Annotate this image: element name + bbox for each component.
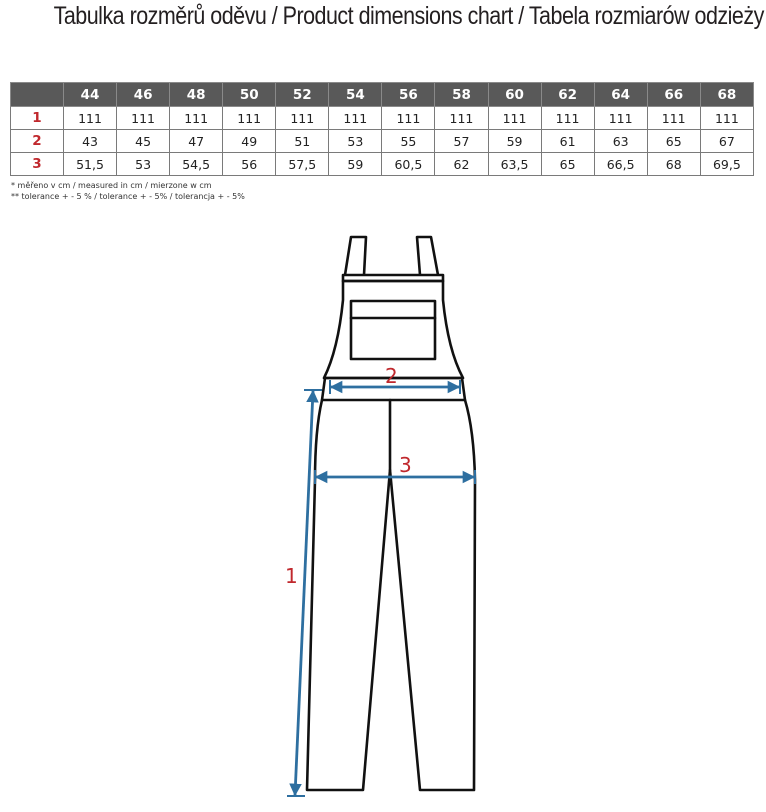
size-header-cell: 52 — [276, 83, 329, 107]
table-cell: 59 — [488, 130, 541, 153]
table-cell: 51 — [276, 130, 329, 153]
table-cell: 111 — [329, 107, 382, 130]
table-cell: 111 — [541, 107, 594, 130]
row-label: 3 — [11, 153, 64, 176]
table-cell: 55 — [382, 130, 435, 153]
table-cell: 59 — [329, 153, 382, 176]
table-cell: 68 — [647, 153, 700, 176]
table-cell: 111 — [170, 107, 223, 130]
row-label: 2 — [11, 130, 64, 153]
table-cell: 111 — [382, 107, 435, 130]
length-measure-line — [295, 391, 313, 795]
table-cell: 61 — [541, 130, 594, 153]
table-cell: 53 — [117, 153, 170, 176]
size-header-cell: 48 — [170, 83, 223, 107]
table-cell: 47 — [170, 130, 223, 153]
table-cell: 45 — [117, 130, 170, 153]
size-header-cell: 50 — [223, 83, 276, 107]
table-cell: 111 — [64, 107, 117, 130]
size-header-cell: 66 — [647, 83, 700, 107]
table-cell: 51,5 — [64, 153, 117, 176]
table-cell: 111 — [700, 107, 753, 130]
table-cell: 67 — [700, 130, 753, 153]
size-header-cell: 44 — [64, 83, 117, 107]
size-header-cell: 54 — [329, 83, 382, 107]
table-cell: 111 — [594, 107, 647, 130]
table-cell: 53 — [329, 130, 382, 153]
table-cell: 49 — [223, 130, 276, 153]
table-cell: 111 — [117, 107, 170, 130]
size-header-cell: 60 — [488, 83, 541, 107]
table-cell: 111 — [488, 107, 541, 130]
table-cell: 54,5 — [170, 153, 223, 176]
size-header-cell: 62 — [541, 83, 594, 107]
table-cell: 63,5 — [488, 153, 541, 176]
table-cell: 69,5 — [700, 153, 753, 176]
row-label: 1 — [11, 107, 64, 130]
hip-label: 3 — [399, 453, 412, 477]
table-cell: 60,5 — [382, 153, 435, 176]
overall-outline — [307, 237, 475, 790]
table-cell: 63 — [594, 130, 647, 153]
right-strap — [417, 237, 438, 275]
note-units: * měřeno v cm / measured in cm / mierzone w cm — [11, 181, 212, 190]
page-title: Tabulka rozměrů oděvu / Product dimensions chart / Tabela rozmiarów odzieży — [53, 2, 764, 30]
table-cell: 56 — [223, 153, 276, 176]
table-cell: 65 — [647, 130, 700, 153]
table-cell: 57 — [435, 130, 488, 153]
table-cell: 62 — [435, 153, 488, 176]
left-strap — [345, 237, 366, 275]
table-cell: 111 — [647, 107, 700, 130]
table-cell: 111 — [276, 107, 329, 130]
chest-pocket — [351, 301, 435, 359]
table-cell: 111 — [435, 107, 488, 130]
size-header-cell: 58 — [435, 83, 488, 107]
table-cell: 66,5 — [594, 153, 647, 176]
waist-label: 2 — [385, 364, 398, 388]
measurement-lines — [295, 387, 474, 795]
note-tolerance: ** tolerance + - 5 % / tolerance + - 5% / tolerancja + - 5% — [11, 192, 245, 201]
size-header-cell: 68 — [700, 83, 753, 107]
table-cell: 111 — [223, 107, 276, 130]
size-header-cell: 46 — [117, 83, 170, 107]
length-label: 1 — [285, 564, 298, 588]
table-cell: 65 — [541, 153, 594, 176]
size-header-cell: 64 — [594, 83, 647, 107]
size-header-cell: 56 — [382, 83, 435, 107]
table-cell: 43 — [64, 130, 117, 153]
table-cell: 57,5 — [276, 153, 329, 176]
